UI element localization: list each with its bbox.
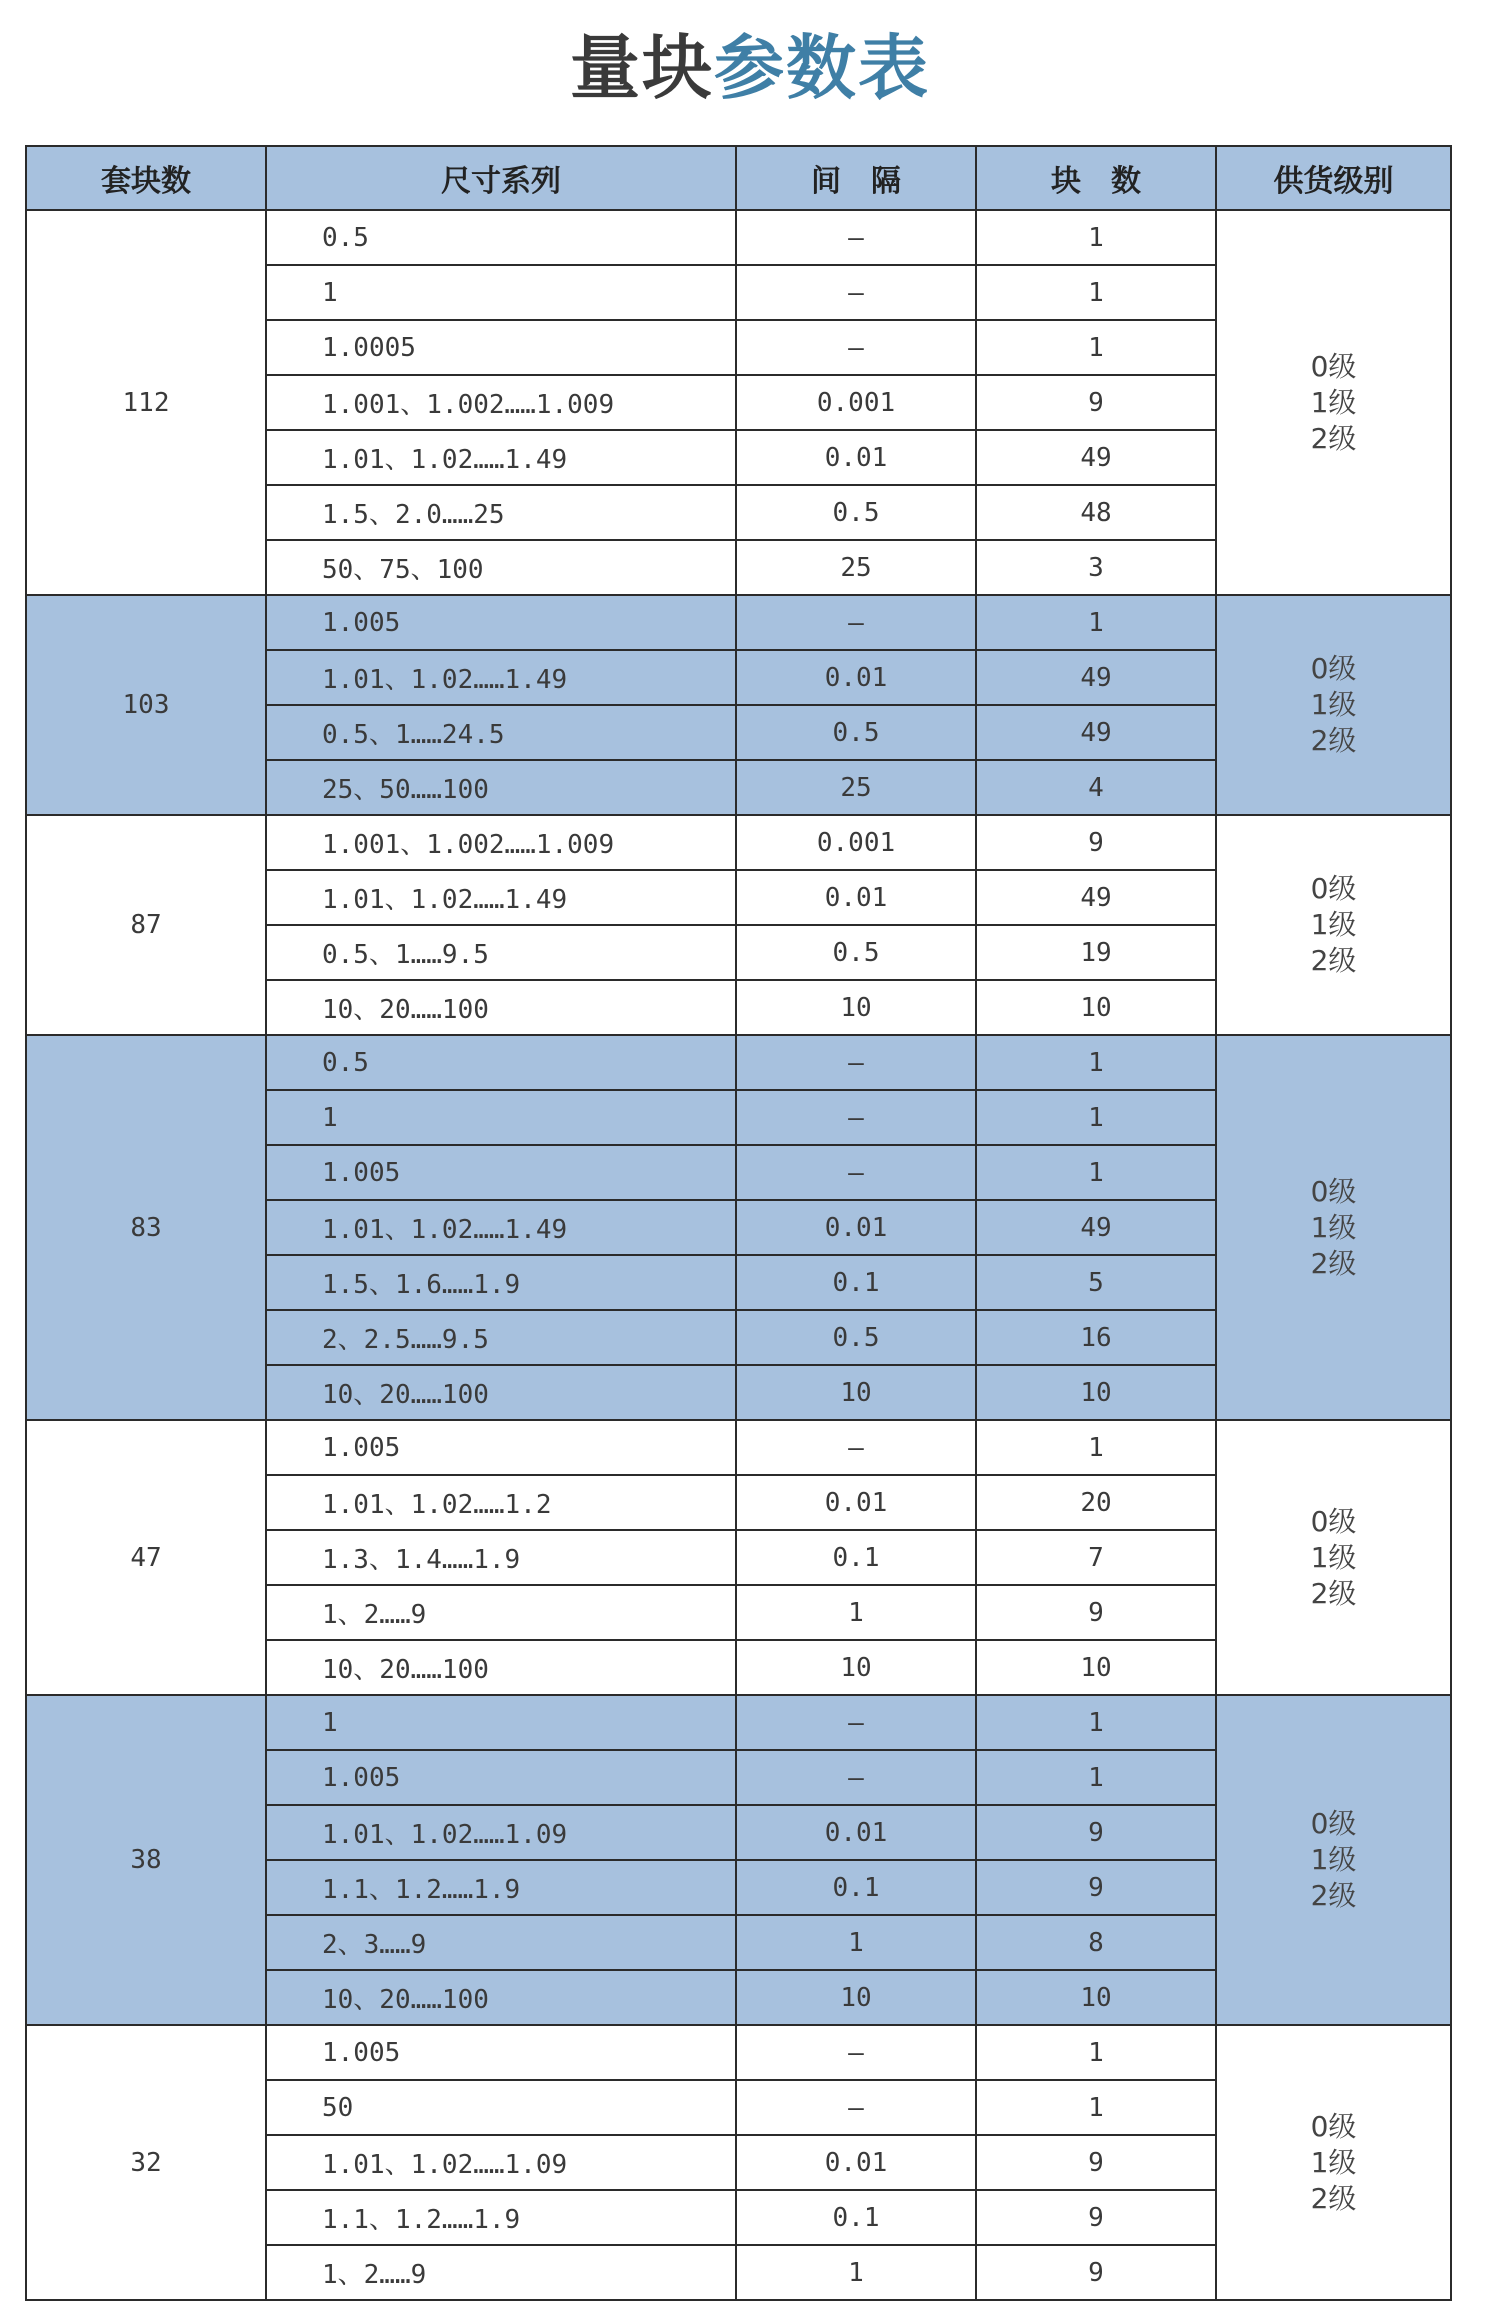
- interval-cell: 0.01: [736, 2135, 976, 2190]
- set-group: [26, 210, 1451, 595]
- block-count-cell: 10: [976, 980, 1216, 1035]
- interval-cell: —: [736, 265, 976, 320]
- grade-label: 2级: [1310, 421, 1357, 455]
- size-series-cell: 0.5、1……24.5: [266, 705, 736, 760]
- interval-cell: —: [736, 1090, 976, 1145]
- set-group: [26, 1035, 1451, 1420]
- size-series-cell: 1: [266, 1090, 736, 1145]
- size-series-cell: 1: [266, 1695, 736, 1750]
- size-series-cell: 50、75、100: [266, 540, 736, 595]
- size-series-cell: 1.01、1.02……1.49: [266, 650, 736, 705]
- set-count-cell: 103: [26, 595, 266, 815]
- size-series-cell: 0.5: [266, 210, 736, 265]
- grade-list: [1311, 1504, 1357, 1612]
- set-count-cell: 112: [26, 210, 266, 595]
- size-series-cell: 1.001、1.002……1.009: [266, 815, 736, 870]
- grade-list: [1311, 2109, 1357, 2217]
- size-series-cell: 0.5: [266, 1035, 736, 1090]
- set-count-cell: 83: [26, 1035, 266, 1420]
- interval-cell: 10: [736, 1640, 976, 1695]
- set-group: [26, 2025, 1451, 2300]
- set-count-cell: 87: [26, 815, 266, 1035]
- block-count-cell: 9: [976, 2245, 1216, 2300]
- size-series-cell: 1.5、1.6……1.9: [266, 1255, 736, 1310]
- grade-label: 1级: [1310, 2145, 1357, 2179]
- interval-cell: 0.001: [736, 375, 976, 430]
- block-count-cell: 1: [976, 2080, 1216, 2135]
- interval-cell: 25: [736, 760, 976, 815]
- size-series-cell: 1.005: [266, 1145, 736, 1200]
- set-group: [26, 1695, 1451, 2025]
- block-count-cell: 10: [976, 1640, 1216, 1695]
- interval-cell: 1: [736, 2245, 976, 2300]
- size-series-cell: 1.01、1.02……1.09: [266, 2135, 736, 2190]
- grade-label: 2级: [1310, 944, 1357, 977]
- header-set-count: 套块数: [26, 146, 266, 210]
- size-series-cell: 1.005: [266, 2025, 736, 2080]
- interval-cell: 0.5: [736, 925, 976, 980]
- block-count-cell: 1: [976, 1420, 1216, 1475]
- interval-cell: 0.01: [736, 650, 976, 705]
- supply-grade-cell: [1216, 1420, 1451, 1695]
- block-count-cell: 7: [976, 1530, 1216, 1585]
- size-series-cell: 2、2.5……9.5: [266, 1310, 736, 1365]
- set-group: [26, 815, 1451, 1035]
- supply-grade-cell: [1216, 595, 1451, 815]
- grade-label: 1级: [1310, 1540, 1357, 1574]
- supply-grade-cell: [1216, 2025, 1451, 2300]
- size-series-cell: 1.0005: [266, 320, 736, 375]
- interval-cell: 10: [736, 1365, 976, 1420]
- size-series-cell: 1.1、1.2……1.9: [266, 1860, 736, 1915]
- header-row: [26, 146, 1451, 210]
- gauge-block-spec-table: [25, 145, 1452, 2301]
- interval-cell: —: [736, 1145, 976, 1200]
- block-count-cell: 1: [976, 265, 1216, 320]
- grade-label: 1级: [1310, 688, 1357, 721]
- interval-cell: 25: [736, 540, 976, 595]
- size-series-cell: 10、20……100: [266, 1970, 736, 2025]
- table-row: [26, 210, 1451, 265]
- header-block-count: 块 数: [976, 146, 1216, 210]
- size-series-cell: 0.5、1……9.5: [266, 925, 736, 980]
- interval-cell: 0.01: [736, 1805, 976, 1860]
- interval-cell: —: [736, 1035, 976, 1090]
- block-count-cell: 9: [976, 1805, 1216, 1860]
- block-count-cell: 1: [976, 320, 1216, 375]
- page-title: [0, 18, 1500, 118]
- grade-label: 2级: [1310, 1246, 1357, 1280]
- size-series-cell: 1.005: [266, 1750, 736, 1805]
- grade-label: 1级: [1310, 385, 1357, 419]
- grade-label: 0级: [1310, 652, 1357, 685]
- grade-list: [1311, 1174, 1357, 1282]
- size-series-cell: 1.01、1.02……1.49: [266, 1200, 736, 1255]
- grade-label: 2级: [1310, 2181, 1357, 2215]
- table-row: [26, 595, 1451, 650]
- set-group: [26, 595, 1451, 815]
- block-count-cell: 3: [976, 540, 1216, 595]
- interval-cell: 0.01: [736, 430, 976, 485]
- grade-label: 2级: [1310, 1576, 1357, 1610]
- supply-grade-cell: [1216, 210, 1451, 595]
- block-count-cell: 8: [976, 1915, 1216, 1970]
- set-count-cell: 47: [26, 1420, 266, 1695]
- grade-label: 1级: [1310, 1843, 1357, 1876]
- grade-label: 1级: [1310, 908, 1357, 941]
- grade-list: [1311, 349, 1357, 457]
- block-count-cell: 1: [976, 210, 1216, 265]
- supply-grade-cell: [1216, 1695, 1451, 2025]
- grade-label: 0级: [1310, 2109, 1357, 2143]
- size-series-cell: 1.01、1.02……1.2: [266, 1475, 736, 1530]
- block-count-cell: 49: [976, 430, 1216, 485]
- interval-cell: —: [736, 2025, 976, 2080]
- interval-cell: —: [736, 210, 976, 265]
- block-count-cell: 10: [976, 1365, 1216, 1420]
- block-count-cell: 4: [976, 760, 1216, 815]
- header-interval: 间 隔: [736, 146, 976, 210]
- block-count-cell: 49: [976, 1200, 1216, 1255]
- interval-cell: 0.1: [736, 1530, 976, 1585]
- block-count-cell: 49: [976, 650, 1216, 705]
- size-series-cell: 1.01、1.02……1.49: [266, 430, 736, 485]
- block-count-cell: 19: [976, 925, 1216, 980]
- block-count-cell: 9: [976, 1860, 1216, 1915]
- block-count-cell: 9: [976, 375, 1216, 430]
- size-series-cell: 1.01、1.02……1.49: [266, 870, 736, 925]
- block-count-cell: 20: [976, 1475, 1216, 1530]
- grade-list: [1311, 651, 1357, 759]
- size-series-cell: 1.001、1.002……1.009: [266, 375, 736, 430]
- supply-grade-cell: [1216, 815, 1451, 1035]
- block-count-cell: 48: [976, 485, 1216, 540]
- block-count-cell: 49: [976, 705, 1216, 760]
- size-series-cell: 10、20……100: [266, 1365, 736, 1420]
- interval-cell: 0.5: [736, 1310, 976, 1365]
- title-part-2: 参数表: [714, 27, 930, 109]
- block-count-cell: 1: [976, 1035, 1216, 1090]
- interval-cell: 0.1: [736, 1860, 976, 1915]
- interval-cell: —: [736, 1750, 976, 1805]
- block-count-cell: 1: [976, 1145, 1216, 1200]
- size-series-cell: 1.3、1.4……1.9: [266, 1530, 736, 1585]
- size-series-cell: 1.1、1.2……1.9: [266, 2190, 736, 2245]
- grade-label: 1级: [1310, 1210, 1357, 1244]
- interval-cell: 1: [736, 1585, 976, 1640]
- interval-cell: 0.1: [736, 1255, 976, 1310]
- block-count-cell: 1: [976, 595, 1216, 650]
- interval-cell: 0.5: [736, 705, 976, 760]
- header-supply-grade: 供货级别: [1216, 146, 1451, 210]
- block-count-cell: 1: [976, 1750, 1216, 1805]
- size-series-cell: 1、2……9: [266, 2245, 736, 2300]
- block-count-cell: 16: [976, 1310, 1216, 1365]
- interval-cell: 10: [736, 1970, 976, 2025]
- interval-cell: —: [736, 1695, 976, 1750]
- size-series-cell: 50: [266, 2080, 736, 2135]
- set-group: [26, 1420, 1451, 1695]
- size-series-cell: 1.005: [266, 595, 736, 650]
- grade-label: 0级: [1310, 1807, 1357, 1840]
- size-series-cell: 1.005: [266, 1420, 736, 1475]
- grade-label: 2级: [1310, 724, 1357, 757]
- grade-label: 0级: [1310, 349, 1357, 383]
- block-count-cell: 49: [976, 870, 1216, 925]
- grade-label: 2级: [1310, 1879, 1357, 1912]
- interval-cell: 0.5: [736, 485, 976, 540]
- size-series-cell: 2、3……9: [266, 1915, 736, 1970]
- size-series-cell: 25、50……100: [266, 760, 736, 815]
- table-row: [26, 815, 1451, 870]
- table-row: [26, 1420, 1451, 1475]
- set-count-cell: 32: [26, 2025, 266, 2300]
- set-count-cell: 38: [26, 1695, 266, 2025]
- table-row: [26, 2025, 1451, 2080]
- header-size-series: 尺寸系列: [266, 146, 736, 210]
- block-count-cell: 1: [976, 1090, 1216, 1145]
- table-row: [26, 1035, 1451, 1090]
- size-series-cell: 1: [266, 265, 736, 320]
- block-count-cell: 9: [976, 2135, 1216, 2190]
- size-series-cell: 10、20……100: [266, 1640, 736, 1695]
- block-count-cell: 5: [976, 1255, 1216, 1310]
- grade-list: [1311, 871, 1357, 979]
- size-series-cell: 1.5、2.0……25: [266, 485, 736, 540]
- interval-cell: —: [736, 2080, 976, 2135]
- interval-cell: 0.01: [736, 1475, 976, 1530]
- interval-cell: —: [736, 1420, 976, 1475]
- size-series-cell: 1、2……9: [266, 1585, 736, 1640]
- supply-grade-cell: [1216, 1035, 1451, 1420]
- interval-cell: 0.001: [736, 815, 976, 870]
- interval-cell: 0.01: [736, 870, 976, 925]
- block-count-cell: 10: [976, 1970, 1216, 2025]
- block-count-cell: 1: [976, 2025, 1216, 2080]
- interval-cell: —: [736, 595, 976, 650]
- block-count-cell: 9: [976, 815, 1216, 870]
- interval-cell: 0.01: [736, 1200, 976, 1255]
- interval-cell: —: [736, 320, 976, 375]
- block-count-cell: 9: [976, 1585, 1216, 1640]
- block-count-cell: 1: [976, 1695, 1216, 1750]
- interval-cell: 0.1: [736, 2190, 976, 2245]
- table-row: [26, 1695, 1451, 1750]
- grade-label: 0级: [1310, 872, 1357, 905]
- title-part-1: 量块: [570, 27, 714, 109]
- grade-label: 0级: [1310, 1174, 1357, 1208]
- size-series-cell: 10、20……100: [266, 980, 736, 1035]
- block-count-cell: 9: [976, 2190, 1216, 2245]
- size-series-cell: 1.01、1.02……1.09: [266, 1805, 736, 1860]
- grade-list: [1311, 1806, 1357, 1914]
- interval-cell: 10: [736, 980, 976, 1035]
- interval-cell: 1: [736, 1915, 976, 1970]
- grade-label: 0级: [1310, 1504, 1357, 1538]
- table-header: [26, 146, 1451, 210]
